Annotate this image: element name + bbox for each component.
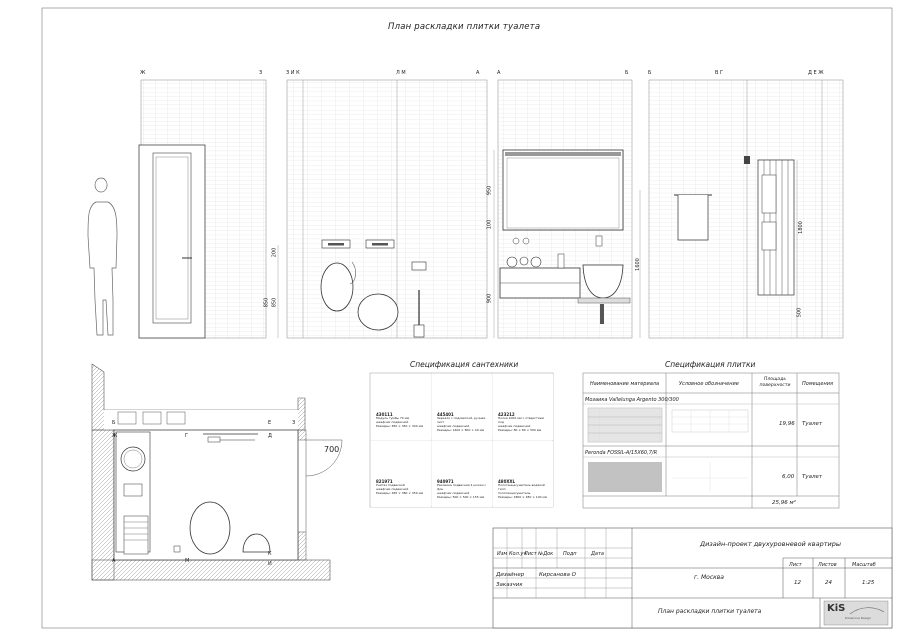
plumbing-item-code: 430111 — [376, 412, 393, 417]
sheet-label: Лист — [789, 562, 802, 568]
drawing-title: План раскладки плитки туалета — [658, 608, 762, 615]
elev4-right-mark: Д Е Ж — [808, 70, 824, 76]
plumbing-item-code: 821971 — [376, 479, 393, 484]
tile-row-name: Peronda FOSSIL-A/15X60,7/R — [585, 450, 658, 456]
plan-point-d: Д — [268, 433, 272, 439]
elev4-mid-mark: В Г — [715, 70, 724, 76]
plan-point-z: З — [292, 420, 296, 426]
plumbing-item-code: 445401 — [437, 412, 454, 417]
stamp-header-kol: Кол.уч — [509, 551, 527, 557]
tile-row-area: 6,00 — [782, 474, 795, 480]
scale-value: 1:25 — [862, 580, 875, 586]
city: г. Москва — [694, 574, 724, 581]
plan-point-k: К — [268, 551, 272, 557]
elev2-right-mark: А — [476, 70, 480, 76]
plumbing-spec-title: Спецификация сантехники — [410, 360, 519, 369]
elevation-z-a — [278, 80, 487, 338]
elev2-left-mark: З И К — [286, 70, 300, 76]
stamp-header-list: Лист — [524, 551, 537, 557]
tile-row-room: Туалет — [802, 421, 823, 427]
plumbing-item-desc: Полка 1000 мм с отверстием под шкафчик подвесной Размеры: 80 × 80 × 500 мм — [498, 416, 544, 432]
plumbing-item — [432, 441, 492, 507]
plumbing-item — [371, 374, 431, 440]
elev3-height-c: 1600 — [634, 258, 641, 271]
tile-spec-table — [583, 373, 839, 508]
plumbing-item — [493, 441, 553, 507]
tile-col-area — [758, 377, 792, 388]
plumbing-item-code: 423212 — [498, 412, 515, 417]
plan-point-zh: Ж — [112, 433, 118, 439]
plumbing-item-code: 480XXL — [498, 479, 516, 484]
plan-point-g: Г — [185, 433, 189, 439]
door-width: 700 — [324, 445, 340, 454]
tile-total: 25,96 м² — [772, 500, 796, 506]
stamp-header-sign: Подп — [563, 551, 577, 557]
elev3-left-mark: А — [497, 70, 501, 76]
tile-row-name: Мозаика Vallelunga Argento 300/300 — [585, 397, 679, 403]
elev2-height-a: 200 — [271, 247, 278, 258]
tile-spec-title: Спецификация плитки — [665, 360, 756, 369]
plan-point-b: Б — [112, 420, 116, 426]
tile-row-area: 19,96 — [779, 421, 795, 427]
tile-col-name: Наименование материала — [590, 381, 660, 387]
elev2-mid-mark: Л М — [396, 70, 406, 76]
plumbing-item — [371, 441, 431, 507]
elev3-right-mark: Б — [625, 70, 629, 76]
plan-point-e: Е — [268, 420, 272, 426]
plan-point-a: А — [112, 558, 116, 564]
plumbing-item-desc: Раковина подвесная 2 ножки с фон шкафчик подвесной Размеры: 500 × 500 × 155 мм — [437, 483, 487, 499]
plumbing-item-desc: Унитаз подвесной шкафчик подвесной Размеры: 465 × 380 × 350 мм — [376, 483, 424, 495]
elev3-height-d: 900 — [486, 293, 493, 304]
floor-plan — [92, 364, 342, 580]
plumbing-item — [493, 374, 553, 440]
plumbing-item-desc: Зеркало с подсветкой, ручная, лист шкафчик подвесной Размеры: 1400 × 800 × 40 мм — [437, 416, 487, 432]
tile-col-area-text: Площадь поверхности — [759, 377, 791, 388]
stamp-header-doc: №Док — [538, 551, 554, 557]
tile-row-room: Туалет — [802, 474, 823, 480]
elev3-height-a: 950 — [486, 185, 493, 196]
scale-label: Масштаб — [852, 562, 876, 568]
tile-col-symbol: Условное обозначение — [679, 381, 739, 387]
elev1-height: 850 — [263, 297, 270, 308]
plan-point-m: М — [185, 558, 190, 564]
elev4-left-mark: Б — [648, 70, 652, 76]
stamp-header-izm: Изм — [497, 551, 508, 557]
sheet-number: 12 — [794, 580, 801, 586]
elevation-zh-z — [88, 80, 266, 338]
elev1-left-mark: Ж — [140, 70, 146, 76]
stamp-header-date: Дата — [591, 551, 604, 557]
elev4-height-a: 1800 — [797, 221, 804, 234]
plumbing-item-code: 940971 — [437, 479, 454, 484]
plumbing-item-desc: Полотенцесушитель водяной тилл полотенцесушитель Размеры: 1800 × 480 × 100 мм — [498, 483, 547, 499]
tile-col-room: Помещения — [802, 381, 833, 387]
sheets-label: Листов — [818, 562, 837, 568]
plumbing-item — [432, 374, 492, 440]
elev4-height-b: 500 — [796, 307, 803, 318]
logo-subtitle: Kirsanova Design — [845, 616, 872, 620]
elevation-a-b — [494, 80, 640, 338]
elevation-b-zh — [649, 80, 843, 338]
plan-point-i: И — [268, 561, 272, 567]
designer-label: Дизайнер — [496, 572, 525, 578]
sheets-count: 24 — [825, 580, 832, 586]
sheet-title: План раскладки плитки туалета — [388, 22, 541, 32]
elev1-right-mark: З — [259, 70, 263, 76]
customer-label: Заказчик — [496, 582, 523, 588]
project-title: Дизайн-проект двухуровневой квартиры — [700, 540, 841, 548]
designer-name: Кирсанова О — [539, 572, 577, 578]
elev3-height-b: 100 — [486, 219, 493, 230]
elev2-height-b: 850 — [271, 297, 278, 308]
plumbing-item-desc: Модуль тумбы 70 мм шкафчик подвесной Размеры: 650 × 350 × 340 мм — [376, 416, 424, 428]
logo: KiS — [827, 603, 846, 614]
